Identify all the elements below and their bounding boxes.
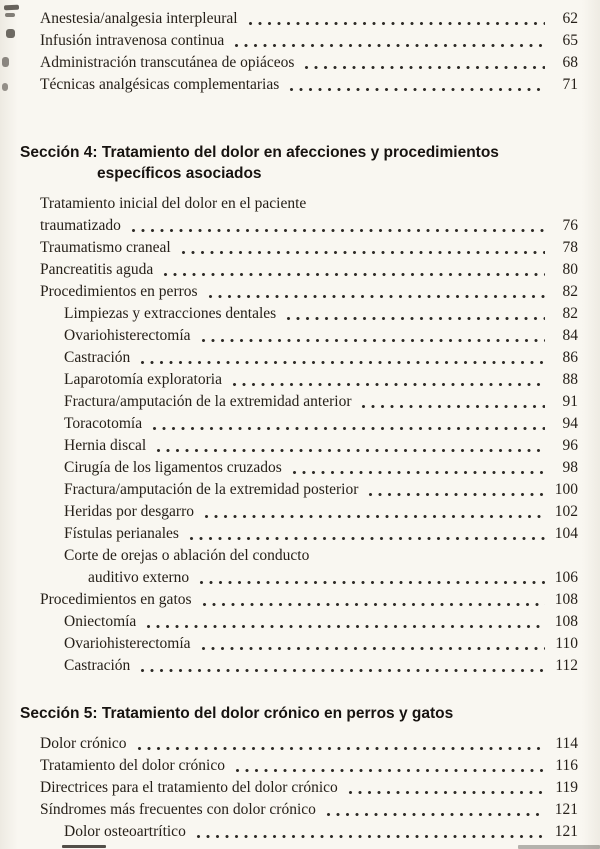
toc-entry-label: Procedimientos en perros [40, 283, 198, 300]
toc-page-number: 68 [562, 54, 578, 71]
section-heading-line1: Sección 5: Tratamiento del dolor crónico en perros y gatos [20, 705, 454, 722]
toc-page-number: 78 [562, 239, 578, 256]
toc-leader-dots [154, 449, 545, 452]
toc-entry [20, 522, 578, 544]
toc-page-number: 121 [554, 823, 578, 840]
toc-page-number: 108 [554, 591, 578, 608]
toc-leader-dots [290, 471, 545, 474]
toc-entry [20, 73, 578, 95]
toc-entry [20, 434, 578, 456]
section-heading-line2: específicos asociados [97, 165, 262, 182]
toc-entry [20, 632, 578, 654]
toc-page-number: 98 [562, 459, 578, 476]
toc-leader-dots [346, 791, 545, 794]
toc-entry [20, 798, 578, 820]
toc-entry [20, 732, 578, 754]
toc-leader-dots [129, 229, 545, 232]
toc-leader-dots [232, 44, 545, 47]
toc-leader-dots [202, 515, 545, 518]
toc-section-list [20, 732, 578, 842]
toc-entry-label: Corte de orejas o ablación del conducto [64, 547, 310, 564]
toc-page-number: 84 [562, 327, 578, 344]
toc-entry-label: Traumatismo craneal [40, 239, 171, 256]
toc-entry-label: Oniectomía [64, 613, 137, 630]
toc-leader-dots [199, 647, 545, 650]
toc-page-number: 112 [555, 657, 578, 674]
toc-entry-label: auditivo externo [88, 569, 190, 586]
toc-entry [20, 51, 578, 73]
toc-leader-dots [284, 317, 545, 320]
toc-leader-dots [150, 427, 545, 430]
toc-entry-label: Ovariohisterectomía [64, 327, 191, 344]
toc-entry [20, 610, 578, 632]
toc-leader-dots [161, 273, 545, 276]
toc-leader-dots [135, 747, 545, 750]
toc-entry [20, 7, 578, 29]
toc-page-number: 110 [555, 635, 578, 652]
toc-entry [20, 544, 578, 566]
toc-entry-label: Directrices para el tratamiento del dolor crónico [40, 779, 338, 796]
toc-entry-label: Dolor crónico [40, 735, 127, 752]
toc-entry-label: Limpiezas y extracciones dentales [64, 305, 277, 322]
toc-entry-label: Hernia discal [64, 437, 147, 454]
toc-page-number: 116 [555, 757, 578, 774]
toc-entry-label: Toracotomía [64, 415, 143, 432]
toc-page-number: 80 [562, 261, 578, 278]
toc-entry [20, 588, 578, 610]
toc-entry-label: Pancreatitis aguda [40, 261, 154, 278]
toc-page-number: 102 [554, 503, 578, 520]
toc-entry-label: Ovariohisterectomía [64, 635, 191, 652]
toc-leader-dots [194, 835, 545, 838]
scan-artifact [4, 5, 19, 11]
toc-entry-label: Fístulas perianales [64, 525, 179, 542]
scan-artifact [6, 29, 15, 38]
toc-leader-dots [199, 339, 545, 342]
toc-entry [20, 29, 578, 51]
toc-leader-dots [200, 603, 545, 606]
toc-entry [20, 258, 578, 280]
toc-leader-dots [324, 813, 545, 816]
toc-entry [20, 192, 578, 214]
toc-entry-label: Castración [64, 349, 131, 366]
toc-leader-dots [138, 669, 545, 672]
toc-page-number: 121 [554, 801, 578, 818]
toc-page-number: 119 [555, 779, 578, 796]
scan-artifact [2, 57, 9, 67]
toc-page-number: 104 [554, 525, 578, 542]
toc-section [20, 142, 578, 676]
scan-artifact [2, 83, 8, 91]
toc-sections [20, 142, 578, 842]
toc-leader-dots [302, 66, 545, 69]
toc-page-number: 62 [562, 10, 578, 27]
toc-page-number: 82 [562, 283, 578, 300]
toc-entry-label: Laparotomía exploratoria [64, 371, 222, 388]
toc-entry [20, 456, 578, 478]
toc-leader-dots [246, 22, 545, 25]
toc-entry [20, 820, 578, 842]
toc-leader-dots [287, 88, 545, 91]
toc-entry [20, 346, 578, 368]
toc-intro-list [20, 7, 578, 95]
toc-leader-dots [233, 769, 545, 772]
toc-entry-label: Administración transcutánea de opiáceos [40, 54, 295, 71]
toc-entry [20, 214, 578, 236]
toc-entry [20, 754, 578, 776]
toc-leader-dots [179, 251, 545, 254]
toc-entry-label: Dolor osteoartrítico [64, 823, 186, 840]
toc-entry-label: Infusión intravenosa continua [40, 32, 225, 49]
toc-leader-dots [197, 581, 545, 584]
toc-leader-dots [187, 537, 545, 540]
toc-leader-dots [359, 405, 545, 408]
scan-artifact [5, 13, 15, 17]
toc-page-number: 106 [554, 569, 578, 586]
toc-entry-label: Anestesia/analgesia interpleural [40, 10, 238, 27]
toc-entry-label: Castración [64, 657, 131, 674]
toc-entry-label: Tratamiento inicial del dolor en el paciente [40, 195, 307, 212]
toc-page-number: 100 [554, 481, 578, 498]
toc-page-number: 94 [562, 415, 578, 432]
toc-entry [20, 500, 578, 522]
section-heading [20, 142, 578, 184]
toc-page-number: 76 [562, 217, 578, 234]
toc-entry-label: traumatizado [40, 217, 121, 234]
toc-leader-dots [230, 383, 545, 386]
toc-entry-label: Tratamiento del dolor crónico [40, 757, 225, 774]
toc-section-list [20, 192, 578, 676]
toc-entry [20, 654, 578, 676]
toc-page-number: 86 [562, 349, 578, 366]
toc-page-number: 71 [562, 76, 578, 93]
toc-entry [20, 368, 578, 390]
toc-entry [20, 324, 578, 346]
toc-page-number: 114 [555, 735, 578, 752]
toc-leader-dots [138, 361, 545, 364]
toc-entry [20, 412, 578, 434]
toc-entry-label: Fractura/amputación de la extremidad posterior [64, 481, 359, 498]
toc-entry [20, 280, 578, 302]
toc-entry [20, 478, 578, 500]
toc-entry [20, 776, 578, 798]
toc-section [20, 703, 578, 842]
toc-entry-label: Heridas por desgarro [64, 503, 194, 520]
toc-page-number: 108 [554, 613, 578, 630]
toc-entry [20, 302, 578, 324]
toc-entry [20, 566, 578, 588]
toc-entry-label: Técnicas analgésicas complementarias [40, 76, 280, 93]
toc-leader-dots [366, 493, 545, 496]
toc-page-number: 91 [562, 393, 578, 410]
toc-entry-label: Síndromes más frecuentes con dolor crónico [40, 801, 316, 818]
toc-entry-label: Fractura/amputación de la extremidad anterior [64, 393, 352, 410]
section-heading-line1: Sección 4: Tratamiento del dolor en afecciones y procedimientos [20, 144, 499, 161]
toc-page-number: 82 [562, 305, 578, 322]
scan-artifact [62, 845, 106, 848]
toc-leader-dots [206, 295, 545, 298]
toc-entry [20, 236, 578, 258]
toc-entry-label: Cirugía de los ligamentos cruzados [64, 459, 282, 476]
toc-page-number: 96 [562, 437, 578, 454]
toc-page-number: 88 [562, 371, 578, 388]
section-heading [20, 703, 578, 724]
toc-entry [20, 390, 578, 412]
toc-leader-dots [144, 625, 545, 628]
scan-artifact [518, 845, 600, 849]
toc-page-number: 65 [562, 32, 578, 49]
toc-entry-label: Procedimientos en gatos [40, 591, 192, 608]
